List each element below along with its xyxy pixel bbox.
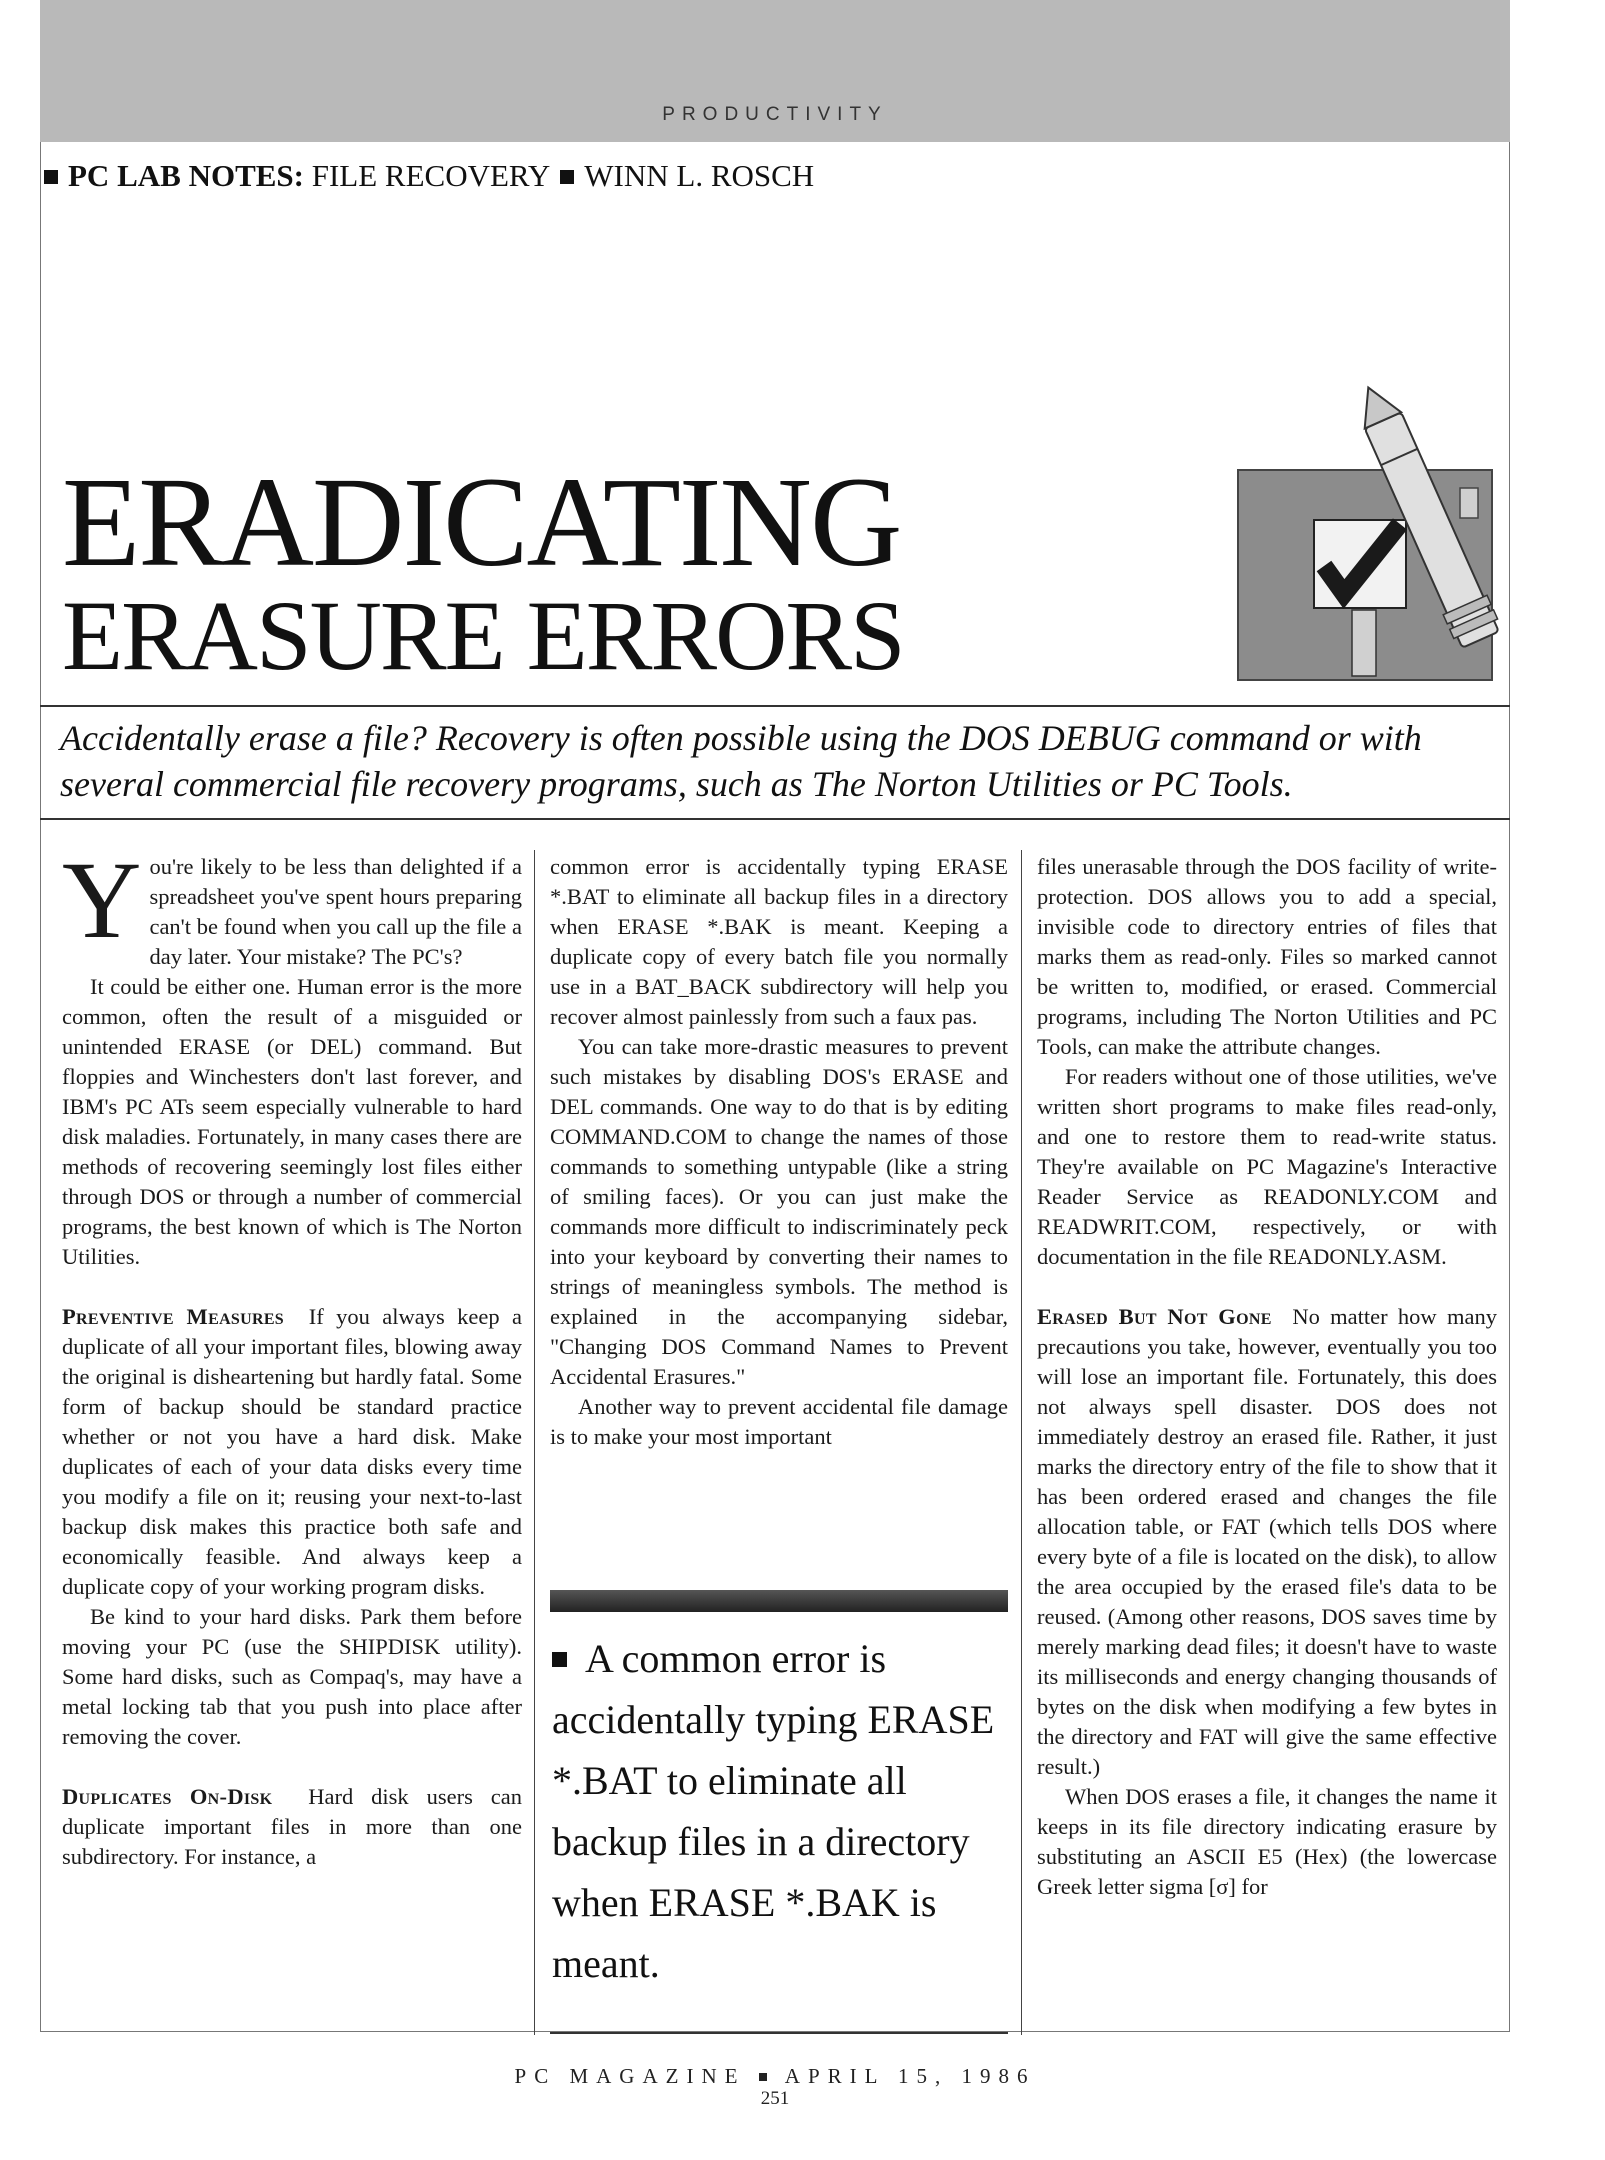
square-bullet-icon [759,2073,767,2081]
paragraph: files unerasable through the DOS facility of write-protection. DOS allows you to add a special, invisible code to directory entries of files that marks them as read-only. Files so marked cannot be written to, modified, or erased. Commercial programs, including The Norton Utilities and PC Tools, can make the attribute changes. [1037,854,1497,1059]
paragraph: common error is accidentally typing ERASE *.BAT to eliminate all backup files in a directory when ERASE *.BAK is meant. Keeping a duplicate copy of every batch file you normally use in a BAT_BACK subdirectory will help you recover almost painlessly from such a faux pas. [550,854,1008,1029]
page-footer [40,2064,1510,2089]
footer-date: APRIL 15, 1986 [784,2064,1036,2088]
paragraph: You can take more-drastic measures to prevent such mistakes by disabling DOS's ERASE and DEL commands. One way to do that is by editing COMMAND.COM to change the names of those commands to something untypable (like a string of smiling faces). Or you can just make the commands more difficult to indiscriminately peck into your keyboard by converting their names to strings of meaningless symbols. The method is explained in the accompanying sidebar, "Changing DOS Command Names to Prevent Accidental Erasures." [550,1034,1008,1389]
text-column-1 [62,839,523,1872]
subhead: Duplicates On-Disk [62,1784,273,1809]
square-bullet-icon [552,1652,567,1667]
square-bullet-icon [44,170,58,184]
page-number: 251 [760,2088,790,2109]
header-author: WINN L. ROSCH [584,158,815,193]
column-divider [534,850,535,2035]
text-column-3 [1037,852,1497,1902]
title-rule [40,705,1510,707]
header-label: PC LAB NOTES: [68,158,304,193]
pull-quote-rule [550,2032,1008,2034]
article-deck: Accidentally erase a file? Recovery is often possible using the DOS DEBUG command or with several commercial file recovery programs, such as The Norton Utilities or PC Tools. [60,718,1422,804]
paragraph: When DOS erases a file, it changes the name it keeps in its file directory indicating erasure by substituting an ASCII E5 (Hex) (the lowercase Greek letter sigma [σ] for [1037,1784,1497,1899]
paragraph: For readers without one of those utilities, we've written short programs to make files read-only, and one to restore them to read-write status. They're available on PC Magazine's Interactive Reader Service as READONLY.COM and READWRIT.COM, respectively, or with documentation in the file READONLY.ASM. [1037,1064,1497,1269]
paragraph: Be kind to your hard disks. Park them before moving your PC (use the SHIPDISK utility). Some hard disks, such as Compaq's, may have a metal locking tab that you push into place after removing the cover. [62,1604,522,1749]
article-title [62,451,904,691]
paragraph: Another way to prevent accidental file damage is to make your most important [550,1394,1008,1449]
floppy-disk-checkmark-pen-icon [1234,380,1514,690]
square-bullet-icon [560,170,574,184]
subhead: Erased But Not Gone [1037,1304,1272,1329]
header-topic: FILE RECOVERY [311,158,551,193]
column-header [44,158,814,194]
text-column-2 [550,852,1008,1452]
section-label: PRODUCTIVITY [662,104,888,125]
title-line-1: ERADICATING [62,451,901,593]
footer-magazine: PC MAGAZINE [514,2064,746,2088]
subhead: Preventive Measures [62,1304,285,1329]
pull-quote-bar [550,1590,1008,1612]
paragraph: Duplicates On-Disk Hard disk users can duplicate important files in more than one subdirectory. For instance, a [62,1784,522,1869]
paragraph: You're likely to be less than delighted if a spreadsheet you've spent hours preparing can't be found when you call up the file a day later. Your mistake? The PC's? [62,839,522,969]
paragraph: Erased But Not Gone No matter how many precautions you take, however, eventually you too will lose an important file. Fortunately, this does not always spell disaster. DOS does not immediately destroy an erased file. Rather, it just marks the directory entry of the file to show that it has been ordered erased and changes the file allocation table, or FAT (which tells DOS where every byte of a file is located on the disk), to allow the area occupied by the erased file's data to be reused. (Among other reasons, DOS saves time by merely marking dead files; it doesn't have to waste its milliseconds and energy changing thousands of bytes on the disk when modifying a few bytes in the directory and FAT will give the same effective result.) [1037,1304,1497,1779]
title-line-2: ERASURE ERRORS [62,580,904,691]
deck-rule [40,818,1510,820]
drop-cap: Y [62,839,142,961]
column-divider [1021,850,1022,2035]
pull-quote: A common error is accidentally typing ERASE *.BAT to eliminate all backup files in a directory when ERASE *.BAK is meant. [552,1636,995,1986]
paragraph: It could be either one. Human error is the more common, often the result of a misguided or unintended ERASE (or DEL) command. But floppies and Winchesters don't last forever, and IBM's PC ATs seem especially vulnerable to hard disk maladies. Fortunately, in many cases there are methods of recovering seemingly lost files either through DOS or through a number of commercial programs, the best known of which is The Norton Utilities. [62,974,522,1269]
paragraph: Preventive Measures If you always keep a duplicate of all your important files, blowing away the original is disheartening but hardly fatal. Some form of backup should be standard practice whether or not you have a hard disk. Make duplicates of each of your data disks every time you modify a file on it; reusing your next-to-last backup disk makes this practice both safe and economically feasible. And always keep a duplicate copy of your working program disks. [62,1304,523,1599]
